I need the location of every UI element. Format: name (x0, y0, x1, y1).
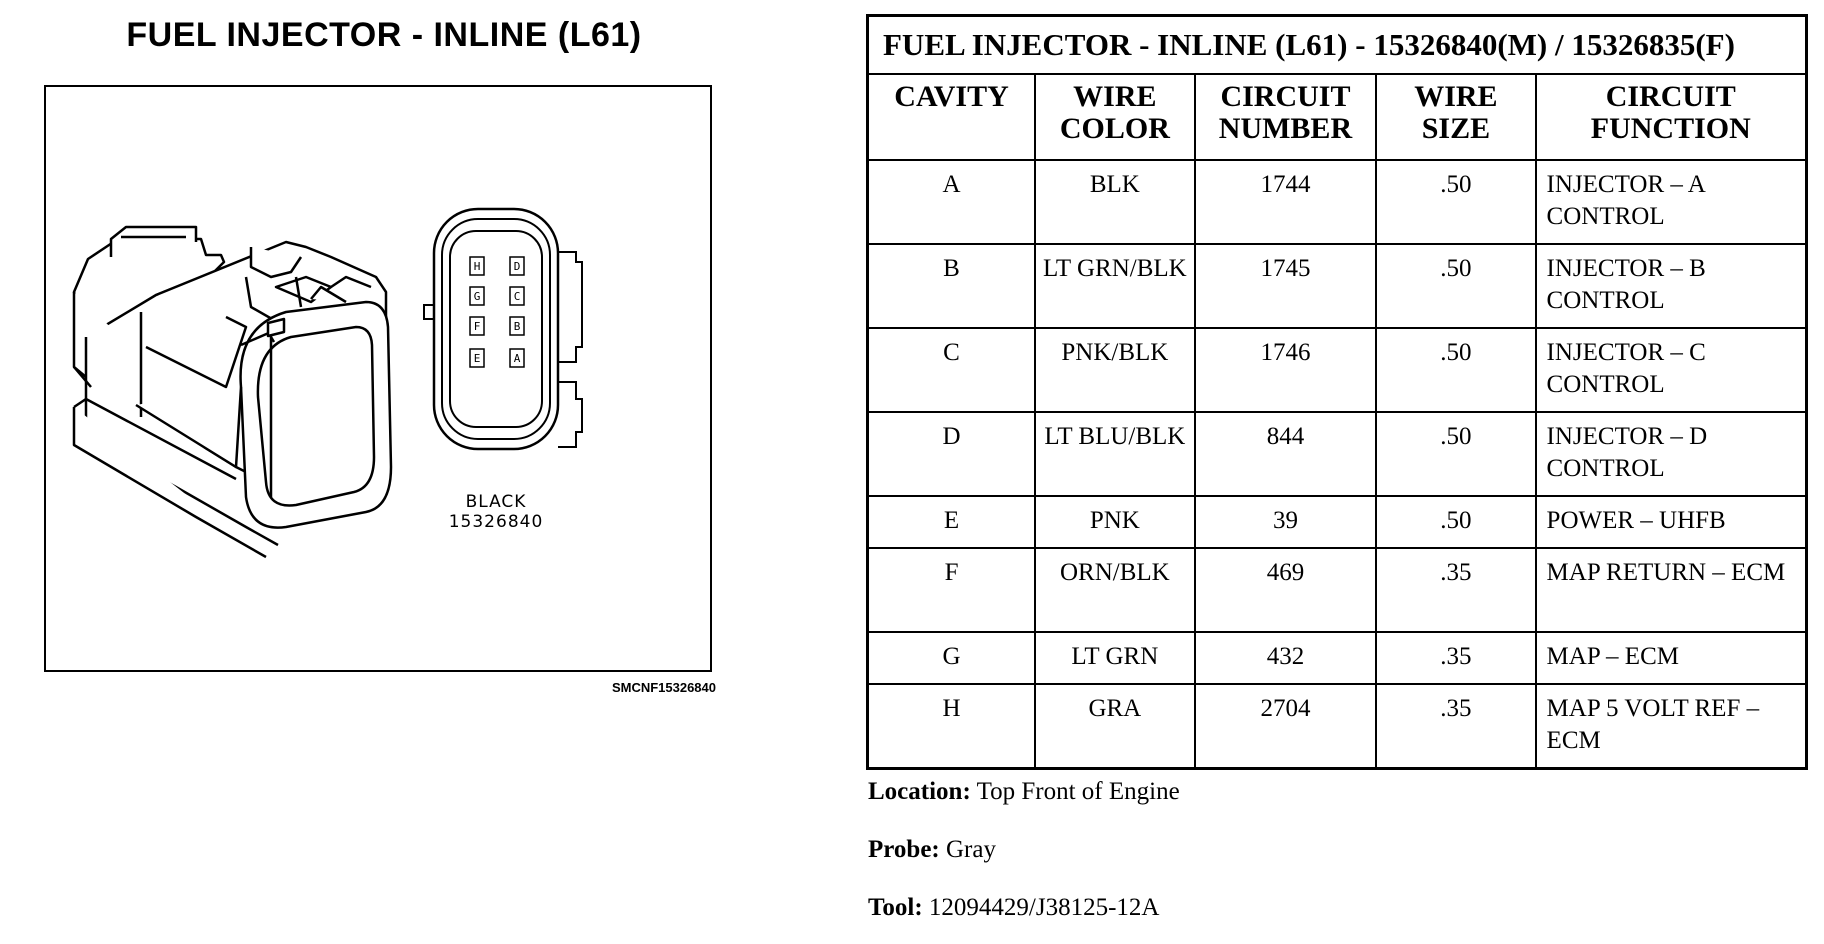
cell-circuit-number: 469 (1195, 548, 1377, 632)
cell-circuit-number: 432 (1195, 632, 1377, 684)
header-circuit-function: CIRCUIT FUNCTION (1536, 74, 1807, 160)
pin-letter: G (473, 290, 481, 303)
cell-circuit-number: 844 (1195, 412, 1377, 496)
table-row (868, 328, 1807, 412)
cell-function: INJECTOR – B CONTROL (1536, 244, 1807, 328)
connector-front-view (424, 209, 582, 449)
probe-label: Probe: (868, 836, 940, 863)
table-title-row (868, 16, 1807, 75)
table-row (868, 496, 1807, 548)
table-header-row (868, 74, 1807, 160)
cell-wire-color: LT GRN/BLK (1035, 244, 1195, 328)
cell-wire-size: .35 (1376, 684, 1535, 769)
cell-cavity: E (868, 496, 1036, 548)
cell-wire-color: LT GRN (1035, 632, 1195, 684)
header-wire-size: WIRE SIZE (1376, 74, 1535, 160)
diagram-title: FUEL INJECTOR - INLINE (L61) (126, 16, 642, 54)
cell-wire-size: .50 (1376, 244, 1535, 328)
figure-code: SMCNF15326840 (611, 680, 716, 695)
tool-value: 12094429/J38125-12A (928, 894, 1160, 921)
cell-cavity: B (868, 244, 1036, 328)
cell-cavity: G (868, 632, 1036, 684)
cell-cavity: C (868, 328, 1036, 412)
table-row (868, 684, 1807, 769)
connector-figure (44, 85, 712, 672)
cell-cavity: H (868, 684, 1036, 769)
header-cavity: CAVITY (868, 74, 1036, 160)
cell-circuit-number: 1744 (1195, 160, 1377, 244)
probe-value: Gray (946, 836, 996, 863)
table-row (868, 244, 1807, 328)
cell-wire-color: LT BLU/BLK (1035, 412, 1195, 496)
cell-circuit-number: 1746 (1195, 328, 1377, 412)
header-wire-color: WIRE COLOR (1035, 74, 1195, 160)
cell-cavity: A (868, 160, 1036, 244)
cell-circuit-number: 2704 (1195, 684, 1377, 769)
cell-circuit-number: 39 (1195, 496, 1377, 548)
pin-letter: A (513, 352, 521, 365)
table-title: FUEL INJECTOR - INLINE (L61) - 15326840(M) / 15326835(F) (868, 16, 1807, 75)
cell-wire-size: .50 (1376, 160, 1535, 244)
header-circuit-number: CIRCUIT NUMBER (1195, 74, 1377, 160)
connector-color: BLACK (465, 492, 527, 512)
table-row (868, 412, 1807, 496)
table-row (868, 160, 1807, 244)
pin-letter: H (473, 260, 481, 273)
cell-wire-size: .50 (1376, 496, 1535, 548)
pin-letter: D (513, 260, 521, 273)
tool-label: Tool: (868, 894, 923, 921)
cell-circuit-number: 1745 (1195, 244, 1377, 328)
pin-letter: E (473, 352, 481, 365)
cell-wire-color: BLK (1035, 160, 1195, 244)
cell-function: MAP RETURN – ECM (1536, 548, 1807, 632)
pinout-table (866, 14, 1808, 770)
cell-function: INJECTOR – C CONTROL (1536, 328, 1807, 412)
cell-function: MAP 5 VOLT REF – ECM (1536, 684, 1807, 769)
cell-function: POWER – UHFB (1536, 496, 1807, 548)
table-row (868, 632, 1807, 684)
location-line (868, 778, 1180, 806)
cell-wire-size: .35 (1376, 548, 1535, 632)
cell-function: INJECTOR – A CONTROL (1536, 160, 1807, 244)
cell-wire-size: .50 (1376, 412, 1535, 496)
connector-label (446, 492, 546, 532)
cell-cavity: F (868, 548, 1036, 632)
cell-wire-color: GRA (1035, 684, 1195, 769)
pin-letter: B (513, 320, 521, 333)
cell-function: MAP – ECM (1536, 632, 1807, 684)
probe-line (868, 836, 996, 864)
connector-part-number: 15326840 (448, 512, 544, 532)
location-value: Top Front of Engine (976, 778, 1180, 805)
cell-wire-color: PNK/BLK (1035, 328, 1195, 412)
cell-cavity: D (868, 412, 1036, 496)
connector-drawing (46, 87, 710, 670)
pin-letter: F (473, 320, 481, 333)
cell-wire-color: PNK (1035, 496, 1195, 548)
connector-side-view (74, 227, 391, 557)
cell-wire-size: .35 (1376, 632, 1535, 684)
pin-letter: C (513, 290, 521, 303)
tool-line (868, 894, 1159, 922)
location-label: Location: (868, 778, 971, 805)
table-row (868, 548, 1807, 632)
cell-function: INJECTOR – D CONTROL (1536, 412, 1807, 496)
cell-wire-size: .50 (1376, 328, 1535, 412)
cell-wire-color: ORN/BLK (1035, 548, 1195, 632)
